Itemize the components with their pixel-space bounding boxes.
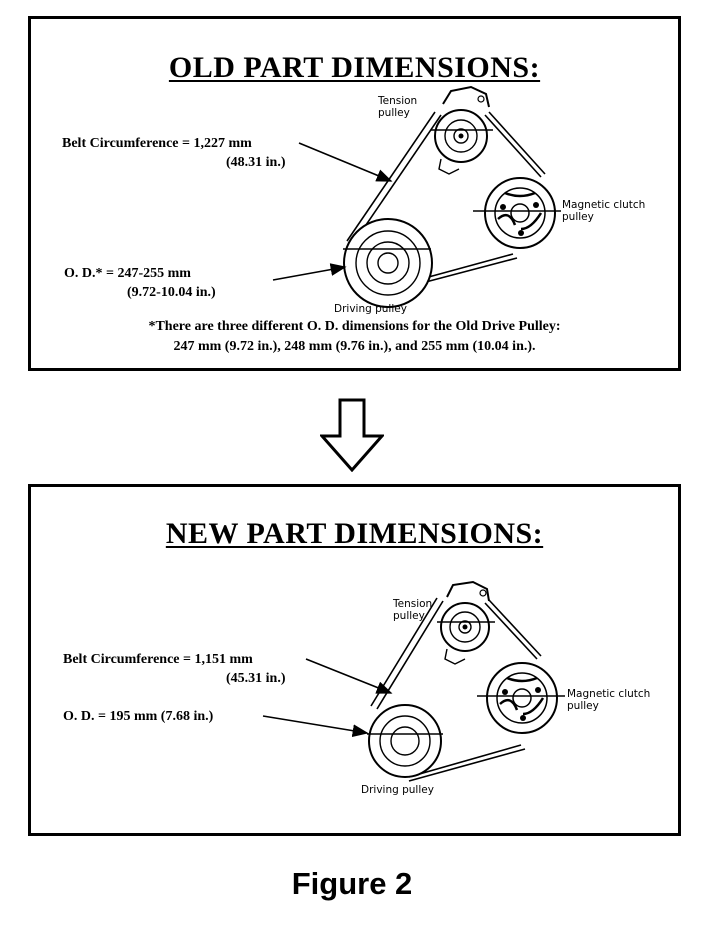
old-footnote-line2: 247 mm (9.72 in.), 248 mm (9.76 in.), and 255 mm (10.04 in.). bbox=[173, 339, 536, 354]
new-belt-circumference-leader bbox=[306, 659, 391, 693]
figure-caption: Figure 2 bbox=[291, 866, 413, 901]
old-magnetic-clutch-label: Magnetic clutch pulley bbox=[562, 199, 646, 223]
belt-circumference-leader bbox=[299, 143, 391, 181]
old-tension-label: Tension pulley bbox=[378, 95, 418, 119]
new-belt-circumference-label: Belt Circumference = 1,151 mm bbox=[63, 652, 253, 667]
old-panel-title: OLD PART DIMENSIONS: bbox=[168, 51, 541, 84]
new-magnetic-clutch-label: Magnetic clutch pulley bbox=[567, 688, 651, 712]
old-tension-pulley bbox=[431, 87, 493, 174]
old-part-panel bbox=[28, 16, 681, 371]
new-belt-circumference-in: (45.31 in.) bbox=[226, 671, 286, 686]
old-belt-circumference-label: Belt Circumference = 1,227 mm bbox=[62, 136, 252, 151]
old-magnetic-clutch-pulley bbox=[473, 178, 561, 248]
new-part-panel bbox=[28, 484, 681, 836]
new-tension-pulley bbox=[437, 582, 495, 664]
down-arrow-icon bbox=[320, 398, 384, 472]
old-od-in: (9.72-10.04 in.) bbox=[127, 285, 216, 300]
new-magnetic-clutch-pulley bbox=[477, 663, 565, 733]
old-driving-pulley-label: Driving pulley bbox=[334, 303, 407, 315]
new-tension-label: Tension pulley bbox=[393, 598, 433, 622]
new-driving-pulley bbox=[367, 705, 443, 777]
new-panel-title: NEW PART DIMENSIONS: bbox=[165, 517, 544, 550]
od-leader bbox=[273, 267, 345, 280]
old-driving-pulley bbox=[343, 219, 432, 307]
new-driving-pulley-label: Driving pulley bbox=[361, 784, 434, 796]
old-footnote-line1: *There are three different O. D. dimensions for the Old Drive Pulley: bbox=[148, 319, 561, 334]
new-od-leader bbox=[263, 716, 367, 733]
new-od-label: O. D. = 195 mm (7.68 in.) bbox=[63, 709, 214, 724]
old-belt-diagram bbox=[31, 19, 678, 368]
old-od-label: O. D.* = 247-255 mm bbox=[64, 266, 191, 281]
old-belt-circumference-in: (48.31 in.) bbox=[226, 155, 286, 170]
